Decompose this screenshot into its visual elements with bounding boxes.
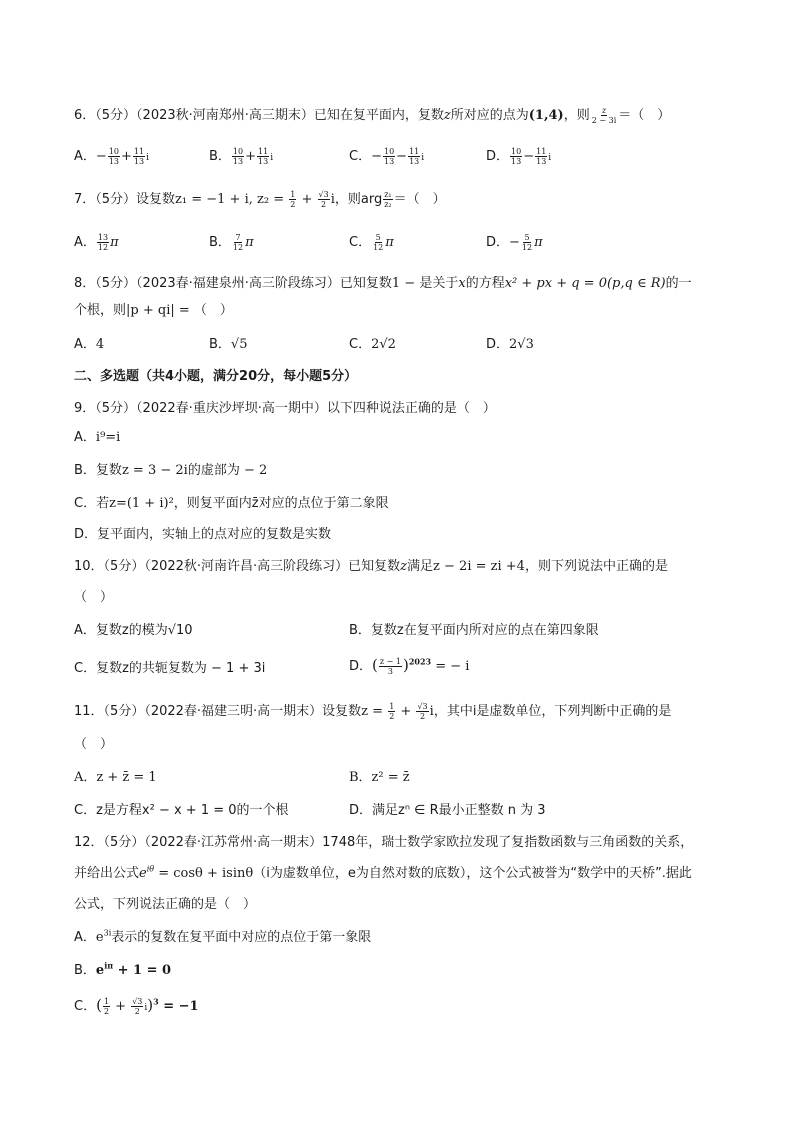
q8-tail1: 的一 xyxy=(665,276,692,291)
q8-mid1: 是关于 xyxy=(419,276,459,291)
q6-fraction xyxy=(591,106,618,125)
q7-b-label: B． xyxy=(209,235,231,250)
q7-s-num: √3 xyxy=(318,190,329,199)
q12-b-expr: $e^{i\pi}$ xyxy=(95,960,114,978)
q8-d-value: 2√3 xyxy=(509,337,534,352)
q7-tail: ＝（ ） xyxy=(393,192,446,207)
q7-a-frac xyxy=(97,233,109,252)
q8-abs: |p + qi| = xyxy=(126,303,194,318)
q7-option-d[interactable] xyxy=(486,233,543,253)
q7-c-pi: π xyxy=(385,235,394,250)
q10-z: z xyxy=(400,559,408,574)
q10-paren: （ ） xyxy=(74,590,114,605)
q6-b-d2: 13 xyxy=(258,157,269,166)
q6-c-label: C． xyxy=(349,149,372,164)
q7-frac1 xyxy=(289,190,296,209)
q6-d-d1: 13 xyxy=(511,157,522,166)
q6-b-frac2 xyxy=(257,147,269,166)
question-8-line2 xyxy=(74,301,233,321)
q12-a-label: A． xyxy=(74,930,96,945)
q8-x: x xyxy=(458,276,466,291)
q9-b-expr: z = 3 − 2i xyxy=(121,463,188,478)
q12-c-i: i xyxy=(144,1003,148,1013)
question-8-line1 xyxy=(74,274,692,294)
question-11-stem xyxy=(74,702,671,722)
q11-stem2: ，其中i是虚数单位，下列判断中正确的是 xyxy=(433,704,672,719)
q7-f-num: 1 xyxy=(290,190,296,199)
q7-c-num: 5 xyxy=(375,233,381,242)
q7-d-den: 12 xyxy=(521,243,533,252)
q6-a-frac2 xyxy=(133,147,145,166)
question-7-stem xyxy=(74,190,446,210)
q6-z: z xyxy=(443,108,451,123)
q9-b-val: − 2 xyxy=(239,463,268,478)
q11-plus: + xyxy=(396,704,416,719)
q9-b-post: 的虚部为 xyxy=(187,463,240,478)
q12-euler-rhs: cosθ + isinθ xyxy=(173,866,254,881)
q6-option-d[interactable] xyxy=(486,147,551,168)
q9-c-expr: z=(1 + i)² xyxy=(109,496,174,511)
q8-c-value: 2√2 xyxy=(371,337,396,352)
q6-option-c[interactable] xyxy=(349,147,424,168)
q9-b-pre: 复数 xyxy=(95,463,122,478)
q7-prefix: 7．（5分）设复数 xyxy=(74,192,176,207)
q7-option-b[interactable] xyxy=(209,233,254,253)
q6-option-b[interactable] xyxy=(209,147,273,168)
q7-b-num: 7 xyxy=(235,233,241,242)
q7-c-den: 12 xyxy=(373,243,384,252)
q6-a-d1: 13 xyxy=(108,157,119,166)
q11-stem: 11．（5分）（2022春·福建三明·高一期末）设复数 xyxy=(74,704,362,719)
q8-option-b[interactable] xyxy=(209,335,247,355)
q7-d-num: 5 xyxy=(524,233,530,242)
q6-c-d1: 13 xyxy=(383,157,395,166)
q6-option-a[interactable] xyxy=(74,147,149,168)
q8-equation: x² + px + q = 0(p,q ∈ R) xyxy=(504,276,666,291)
q10-stem3: ，则下列说法中正确的是 xyxy=(524,559,668,574)
q6-frac-den: 2 − 3i xyxy=(591,116,617,125)
q7-b-den: 12 xyxy=(232,243,244,252)
q6-c-op: − xyxy=(396,149,408,164)
q9-a-label: A． xyxy=(74,430,96,445)
q8-d-label: D． xyxy=(486,337,510,352)
q6-point: (1,4) xyxy=(528,108,564,123)
q12-a-text: 表示的复数在复平面中对应的点位于第一象限 xyxy=(111,930,372,945)
q9-option-d[interactable] xyxy=(74,525,331,545)
q6-b-n1: 10 xyxy=(232,147,244,156)
q9-option-b[interactable] xyxy=(74,461,267,481)
q6-d-label: D． xyxy=(486,149,510,164)
q10-d-rhs: = − i xyxy=(431,659,470,674)
q12-c-s-num: √3 xyxy=(132,997,143,1006)
q6-d-i: i xyxy=(548,153,552,163)
q12-option-b[interactable] xyxy=(74,961,171,981)
q6-b-i: i xyxy=(270,153,274,163)
q12-line2-a: 并给出公式 xyxy=(74,866,140,881)
q7-s-den: 2 xyxy=(321,200,327,209)
section-2-heading: 二、多选题（共4小题，满分20分，每小题5分） xyxy=(74,369,358,384)
q6-b-d1: 13 xyxy=(232,157,244,166)
q7-d-pi: π xyxy=(534,235,543,250)
q11-frac1 xyxy=(388,702,395,721)
q7-i: i xyxy=(330,192,335,207)
q7-a-den: 12 xyxy=(97,243,109,252)
q6-d-n2: 11 xyxy=(536,147,547,156)
q12-c-frac1 xyxy=(103,997,110,1016)
q7-a-label: A． xyxy=(74,235,96,250)
q6-a-n2: 11 xyxy=(133,147,145,156)
q12-c-rparen: ) xyxy=(147,996,154,1014)
q12-c-label: C． xyxy=(74,999,97,1014)
q10-d-rparen: ) xyxy=(402,656,409,674)
q6-b-n2: 11 xyxy=(258,147,269,156)
q7-option-a[interactable] xyxy=(74,233,119,253)
q11-s-den: 2 xyxy=(420,712,426,721)
q8-c-label: C． xyxy=(349,337,372,352)
q6-a-i: i xyxy=(146,153,149,163)
q11-paren: （ ） xyxy=(74,737,114,752)
q7-then: ，则arg xyxy=(334,192,383,207)
q11-frac2 xyxy=(416,702,428,721)
q12-c-f-den: 2 xyxy=(103,1007,110,1016)
q9-option-a[interactable] xyxy=(74,428,120,448)
q7-a-pi: π xyxy=(110,235,119,250)
q10-d-label: D． xyxy=(349,659,373,674)
q7-c-label: C． xyxy=(349,235,372,250)
q7-plus: + xyxy=(297,192,317,207)
q11-option-c[interactable]: C．z是方程x² − x + 1 = 0的一个根 xyxy=(74,803,289,818)
q6-c-n2: 11 xyxy=(409,147,420,156)
q12-c-lparen: ( xyxy=(96,996,102,1014)
q8-b-label: B． xyxy=(209,337,231,352)
q8-tail2: （ ） xyxy=(193,303,233,318)
q9-d-label: D． xyxy=(74,527,98,542)
q10-stem: 10．（5分）（2022秋·河南许昌·高三阶段练习）已知复数 xyxy=(74,559,401,574)
q6-a-sign: − xyxy=(95,149,107,164)
q7-option-c[interactable] xyxy=(349,233,394,253)
q10-d-den: 3 xyxy=(387,667,393,676)
q6-c-sign: − xyxy=(371,149,382,164)
q6-d-op: − xyxy=(523,149,535,164)
q6-c-i: i xyxy=(421,153,425,163)
q6-c-frac2 xyxy=(408,147,420,166)
q9-c-post: ，则复平面内z̄对应的点位于第二象限 xyxy=(173,496,389,511)
q12-line2-b: （i为虚数单位，e为自然对数的底数），这个公式被誉为“数学中的天桥”.据此 xyxy=(253,866,692,881)
q7-c-frac xyxy=(372,233,384,252)
q6-a-op: + xyxy=(121,149,132,164)
q6-b-label: B． xyxy=(209,149,231,164)
question-6-stem xyxy=(74,106,670,126)
q6-b-frac1 xyxy=(232,147,244,166)
q9-d-text: 复平面内，实轴上的点对应的复数是实数 xyxy=(97,527,332,542)
q8-line2-prefix: 个根，则 xyxy=(74,303,127,318)
q6-text: 6．（5分）（2023秋·河南郑州·高三期末）已知在复平面内，复数 xyxy=(74,108,444,123)
q11-i: i xyxy=(429,704,434,719)
q11-option-d[interactable]: D．满足zⁿ ∈ R最小正整数 n 为 3 xyxy=(349,803,546,818)
question-12-line1: 12．（5分）（2022春·江苏常州·高一期末）1748年，瑞士数学家欧拉发现了复指数函数与三角函数的关系， xyxy=(74,835,694,850)
q8-mid2: 的方程 xyxy=(465,276,505,291)
q8-option-c[interactable] xyxy=(349,335,396,355)
q8-expr1: 1 − xyxy=(391,276,420,291)
q10-d-exp: 2023 xyxy=(408,656,432,667)
question-9-stem: 9．（5分）（2022春·重庆沙坪坝·高一期中）以下四种说法正确的是（ ） xyxy=(74,401,496,416)
q7-arg-num: z₁ xyxy=(384,190,392,199)
q10-option-a[interactable]: A．复数z的模为√10 xyxy=(74,623,193,638)
q10-stem2: 满足 xyxy=(407,559,434,574)
q7-b-pi: π xyxy=(245,235,254,250)
q12-c-f-num: 1 xyxy=(103,997,110,1006)
q8-a-label: A． xyxy=(74,337,96,352)
q8-option-d[interactable] xyxy=(486,335,534,355)
q10-option-c[interactable]: C．复数z的共轭复数为 − 1 + 3i xyxy=(74,661,266,676)
q7-f-den: 2 xyxy=(290,200,296,209)
q12-c-exp: 3 xyxy=(153,996,159,1007)
question-12-line2 xyxy=(74,864,692,884)
q11-f-num: 1 xyxy=(389,702,395,711)
q12-b-label: B． xyxy=(74,963,96,978)
q10-option-b[interactable]: B．复数z在复平面内所对应的点在第四象限 xyxy=(349,623,599,638)
q7-d-frac xyxy=(521,233,533,252)
q10-d-frac xyxy=(379,657,402,676)
q8-option-a[interactable] xyxy=(74,335,104,355)
q7-arg-den: z₂ xyxy=(384,200,392,209)
q10-option-d[interactable] xyxy=(349,655,469,677)
q10-d-num: z − 1 xyxy=(379,657,401,666)
q6-b-op: + xyxy=(245,149,257,164)
question-10-stem xyxy=(74,557,668,577)
q6-d-n1: 10 xyxy=(511,147,522,156)
q7-b-frac xyxy=(232,233,244,252)
q6-a-d2: 13 xyxy=(133,157,145,166)
q6-d-frac2 xyxy=(535,147,547,166)
q12-euler-lhs: $e^{i\theta}$ = xyxy=(139,864,174,881)
q12-b-text: + 1 = 0 xyxy=(113,963,172,978)
q6-a-frac1 xyxy=(108,147,120,166)
q11-z-eq: z = xyxy=(361,704,388,719)
q11-s-num: √3 xyxy=(417,702,428,711)
q7-z1: z₁ = −1 + i, z₂ = xyxy=(175,192,289,207)
q7-a-num: 13 xyxy=(97,233,109,242)
q6-frac-num: z xyxy=(601,106,607,115)
q7-arg-frac xyxy=(383,190,392,209)
q12-c-plus: + xyxy=(111,999,131,1014)
q12-c-frac2 xyxy=(131,997,143,1016)
q12-option-c[interactable] xyxy=(74,995,199,1018)
q12-a-expr: $e^{3i}$ xyxy=(95,928,112,945)
q6-a-n1: 10 xyxy=(108,147,119,156)
q11-option-a[interactable]: A．z + z̄ = 1 xyxy=(74,770,157,785)
question-12-line3: 公式，下列说法正确的是（ ） xyxy=(74,897,257,912)
q12-c-rhs: = −1 xyxy=(158,999,199,1014)
q6-c-frac1 xyxy=(383,147,395,166)
q8-prefix: 8．（5分）（2023春·福建泉州·高三阶段练习）已知复数 xyxy=(74,276,392,291)
q6-mid: 所对应的点为 xyxy=(450,108,529,123)
q9-c-label: C． xyxy=(74,496,97,511)
q9-b-label: B． xyxy=(74,463,96,478)
q6-d-frac1 xyxy=(510,147,522,166)
q6-d-d2: 13 xyxy=(536,157,547,166)
q6-then: ，则 xyxy=(563,108,590,123)
q8-b-value: √5 xyxy=(230,337,248,352)
q7-d-label: D． xyxy=(486,235,510,250)
q8-a-value: 4 xyxy=(95,337,105,352)
q10-d-lparen: ( xyxy=(372,656,378,674)
q9-option-c[interactable] xyxy=(74,494,389,514)
q6-c-d2: 13 xyxy=(409,157,420,166)
q12-option-a[interactable] xyxy=(74,928,371,948)
q6-tail: ＝（ ） xyxy=(618,108,671,123)
q6-c-n1: 10 xyxy=(383,147,395,156)
q7-d-sign: − xyxy=(509,235,520,250)
q7-frac2 xyxy=(318,190,330,209)
q9-c-pre: 若 xyxy=(96,496,110,511)
q10-expr: z − 2i = zi +4 xyxy=(433,559,525,574)
q11-f-den: 2 xyxy=(389,712,395,721)
q12-c-s-den: 2 xyxy=(134,1007,140,1016)
q6-a-label: A． xyxy=(74,149,96,164)
q11-option-b[interactable]: B．z² = z̄ xyxy=(349,770,410,785)
q9-a-text: i⁹=i xyxy=(95,430,121,445)
